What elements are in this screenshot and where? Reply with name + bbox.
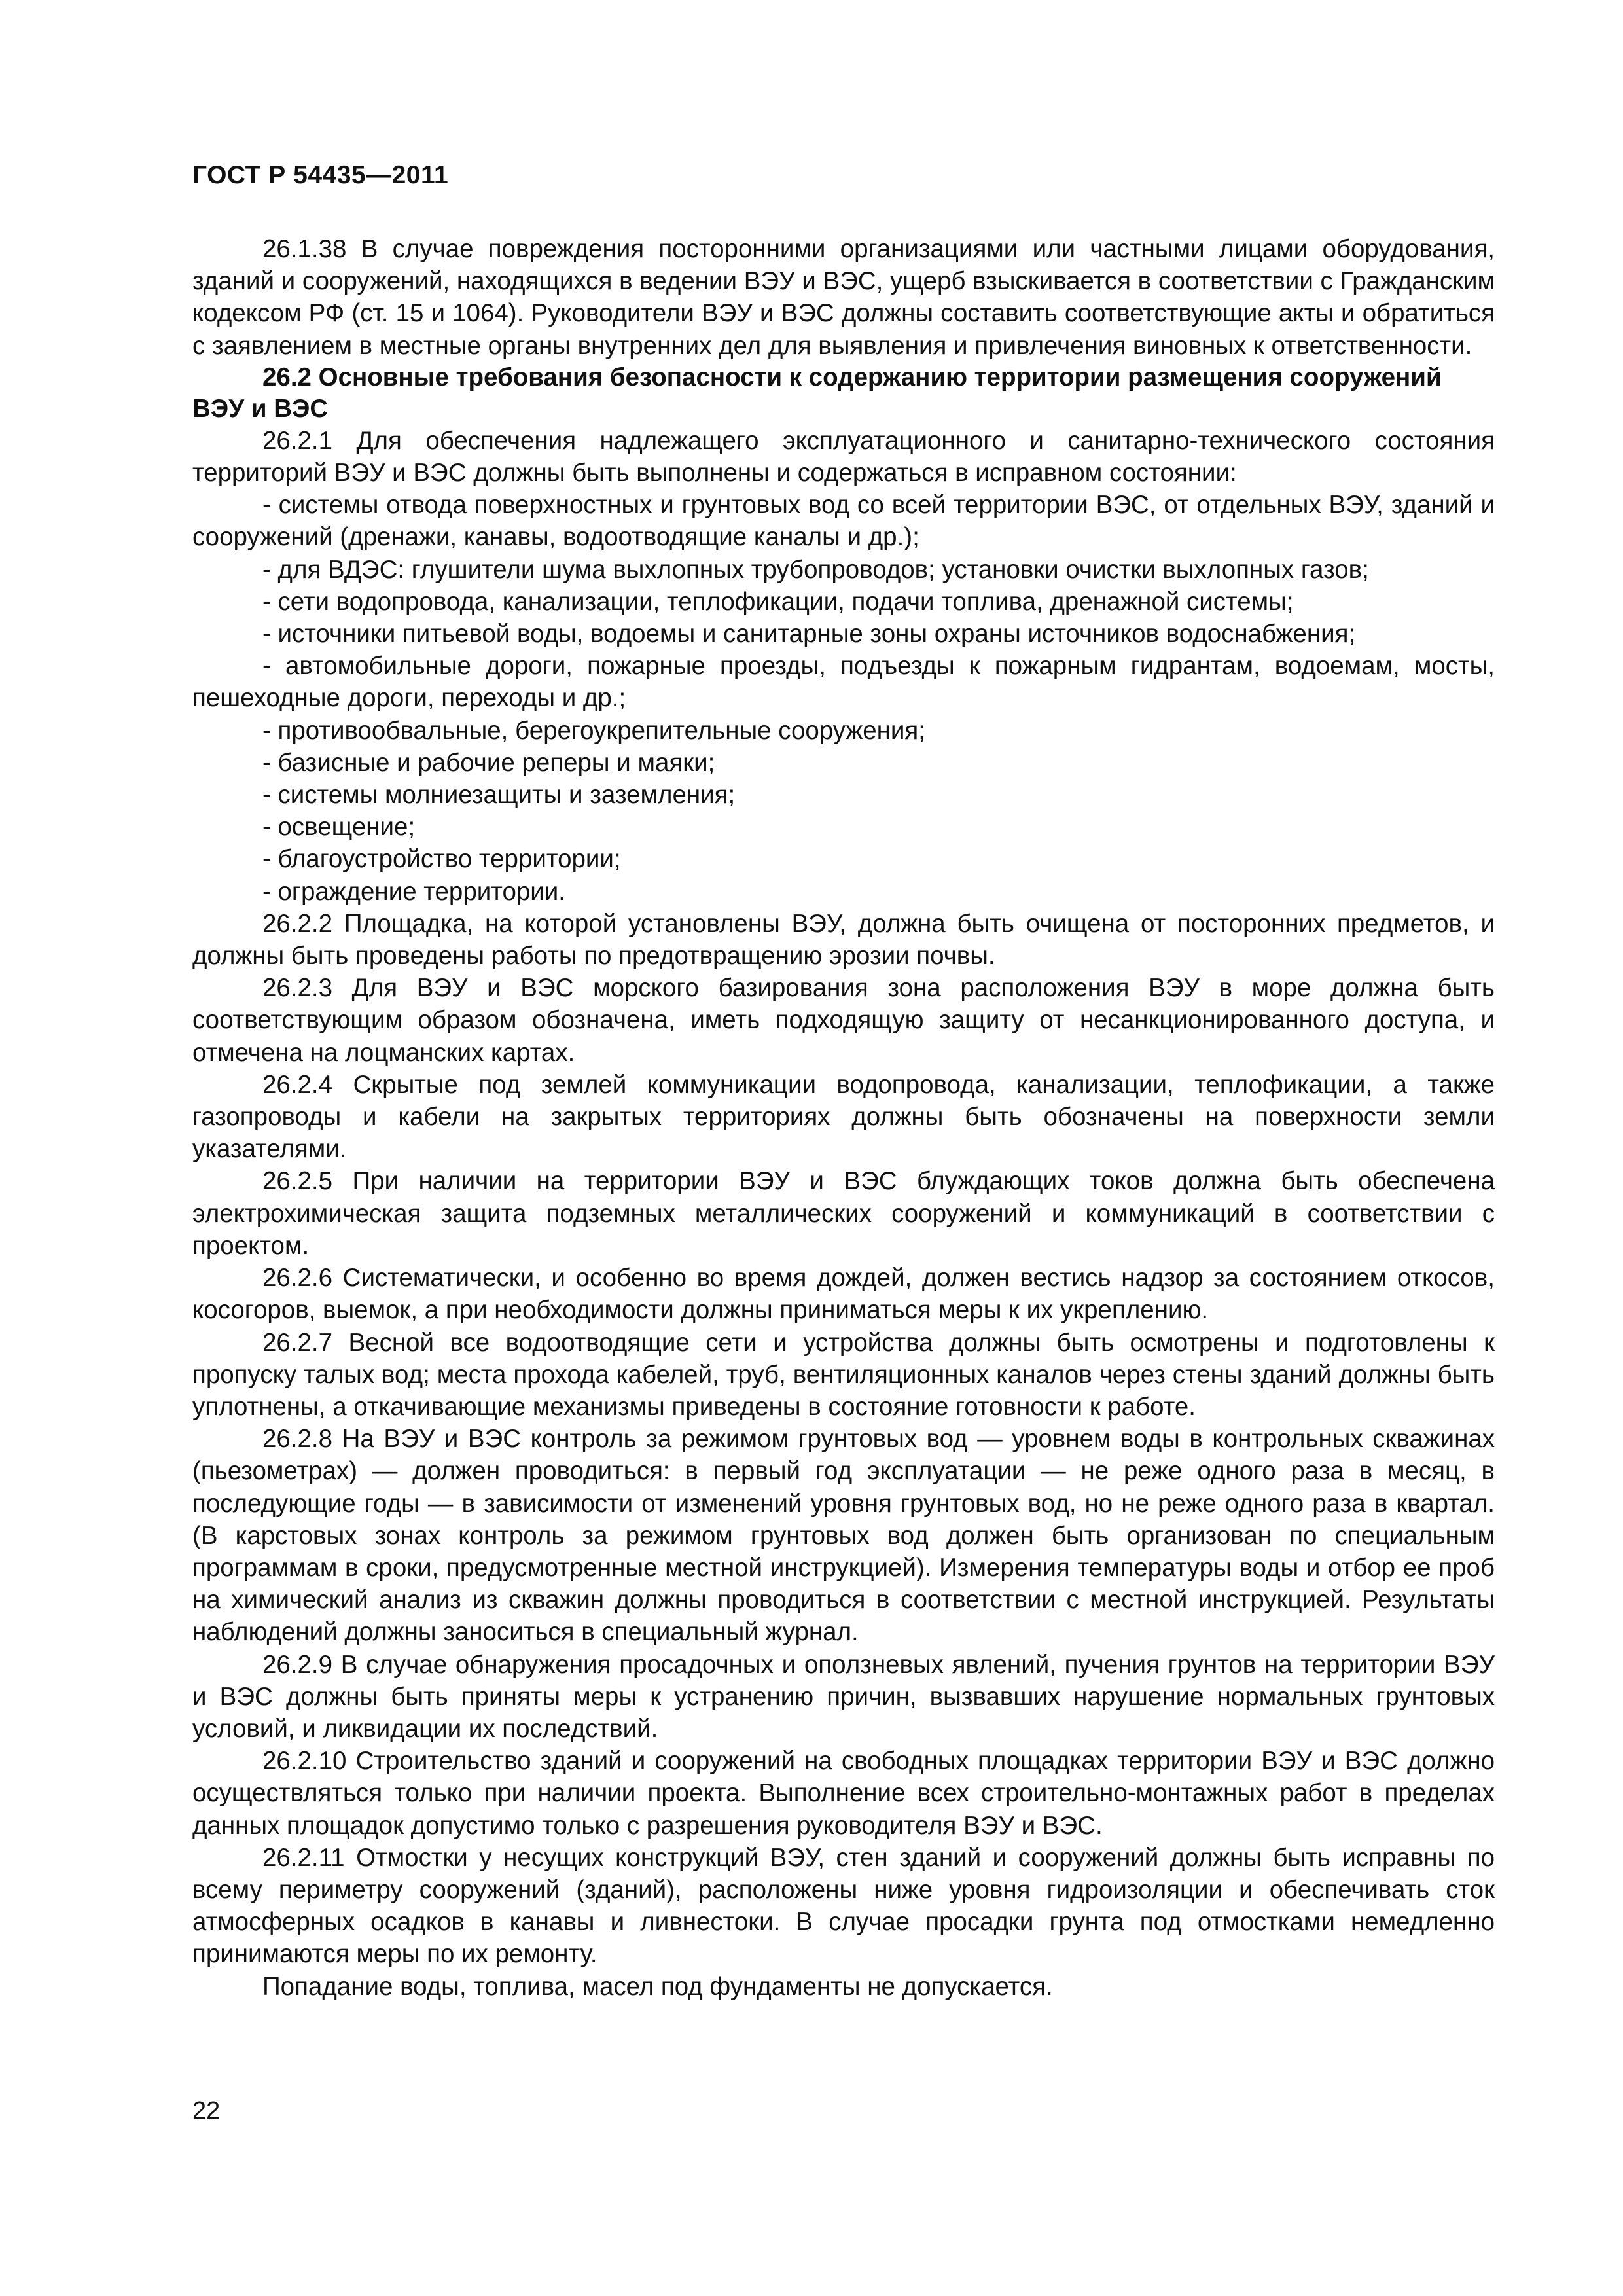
document-body [192, 233, 1495, 2003]
paragraph-26-1-38: 26.1.38 В случае повреждения посторонними организациями или частными лицами оборудования, зданий и сооружений, находящихся в ведении ВЭУ и ВЭС, ущерб взыскивается в соответствии с Гражданским кодексом РФ (ст. 15 и 1064). Руководители ВЭУ и ВЭС должны составить соответствующие акты и обратиться с заявлением в местные органы внутренних дел для выявления и привлечения виновных к ответственности. [192, 235, 1495, 360]
list-item: - ограждение территории. [262, 877, 565, 906]
list-item: - базисные и рабочие реперы и маяки; [262, 748, 715, 777]
page-number: 22 [192, 2097, 221, 2125]
paragraph-closing: Попадание воды, топлива, масел под фундаменты не допускается. [262, 1972, 1053, 2001]
document-header: ГОСТ Р 54435—2011 [192, 161, 449, 189]
paragraph-26-2-1: 26.2.1 Для обеспечения надлежащего эксплуатационного и санитарно-технического состояния территорий ВЭУ и ВЭС должны быть выполнены и содержаться в исправном состоянии: [192, 426, 1495, 488]
list-item: - противообвальные, берегоукрепительные сооружения; [262, 716, 925, 745]
paragraph-26-2-5: 26.2.5 При наличии на территории ВЭУ и ВЭС блуждающих токов должна быть обеспечена электрохимическая защита подземных металлических сооружений и коммуникаций в соответствии с проектом. [192, 1167, 1495, 1260]
list-item: - системы отвода поверхностных и грунтовых вод со всей территории ВЭС, от отдельных ВЭУ, зданий и сооружений (дренажи, канавы, водоотводящие каналы и др.); [192, 491, 1495, 552]
paragraph-26-2-11: 26.2.11 Отмостки у несущих конструкций ВЭУ, стен зданий и сооружений должны быть исправны по всему периметру сооружений (зданий), расположены ниже уровня гидроизоляции и обеспечивать сток атмосферных осадков в канавы и ливнестоки. В случае просадки грунта под отмостками немедленно принимаются меры по их ремонту. [192, 1843, 1495, 1969]
paragraph-26-2-3: 26.2.3 Для ВЭУ и ВЭС морского базирования зона расположения ВЭУ в море должна быть соответствующим образом обозначена, иметь подходящую защиту от несанкционированного доступа, и отмечена на лоцманских картах. [192, 974, 1495, 1067]
list-item: - системы молниезащиты и заземления; [262, 781, 736, 810]
list-item: - автомобильные дороги, пожарные проезды, подъезды к пожарным гидрантам, водоемам, мосты, пешеходные дороги, переходы и др.; [192, 652, 1495, 713]
paragraph-26-2-10: 26.2.10 Строительство зданий и сооружений на свободных площадках территории ВЭУ и ВЭС должно осуществляться только при наличии проекта. Выполнение всех строительно-монтажных работ в пределах данных площадок допустимо только с разрешения руководителя ВЭУ и ВЭС. [192, 1747, 1495, 1840]
section-heading-26-2: 26.2 Основные требования безопасности к содержанию территории размещения сооружений ВЭУ и ВЭС [192, 363, 1442, 423]
paragraph-26-2-4: 26.2.4 Скрытые под землей коммуникации водопровода, канализации, теплофикации, а также газопроводы и кабели на закрытых территориях должны быть обозначены на поверхности земли указателями. [192, 1070, 1495, 1164]
paragraph-26-2-8: 26.2.8 На ВЭУ и ВЭС контроль за режимом грунтовых вод — уровнем воды в контрольных скважинах (пьезометрах) — должен проводиться: в первый год эксплуатации — не реже одного раза в месяц, в последующие годы — в зависимости от изменений уровня грунтовых вод, но не реже одного раза в квартал. (В карстовых зонах контроль за режимом грунтовых вод должен быть организован по специальным программам в сроки, предусмотренные местной инструкцией). Измерения температуры воды и отбор ее проб на химический анализ из скважин должны проводиться в соответствии с местной инструкцией. Результаты наблюдений должны заноситься в специальный журнал. [192, 1425, 1495, 1647]
paragraph-26-2-2: 26.2.2 Площадка, на которой установлены ВЭУ, должна быть очищена от посторонних предметов, и должны быть проведены работы по предотвращению эрозии почвы. [192, 909, 1495, 971]
list-item: - источники питьевой воды, водоемы и санитарные зоны охраны источников водоснабжения; [262, 620, 1356, 649]
list-item: - освещение; [262, 813, 416, 842]
paragraph-26-2-6: 26.2.6 Систематически, и особенно во время дождей, должен вестись надзор за состоянием откосов, косогоров, выемок, а при необходимости должны приниматься меры к их укреплению. [192, 1264, 1495, 1325]
list-item: - для ВДЭС: глушители шума выхлопных трубопроводов; установки очистки выхлопных газов; [262, 555, 1369, 584]
list-item: - сети водопровода, канализации, теплофикации, подачи топлива, дренажной системы; [262, 587, 1294, 616]
list-item: - благоустройство территории; [262, 845, 621, 874]
paragraph-26-2-7: 26.2.7 Весной все водоотводящие сети и устройства должны быть осмотрены и подготовлены к пропуску талых вод; места прохода кабелей, труб, вентиляционных каналов через стены зданий должны быть уплотнены, а откачивающие механизмы приведены в состояние готовности к работе. [192, 1328, 1495, 1421]
paragraph-26-2-9: 26.2.9 В случае обнаружения просадочных и оползневых явлений, пучения грунтов на территории ВЭУ и ВЭС должны быть приняты меры к устранению причин, вызвавших нарушение нормальных грунтовых условий, и ликвидации их последствий. [192, 1650, 1495, 1743]
